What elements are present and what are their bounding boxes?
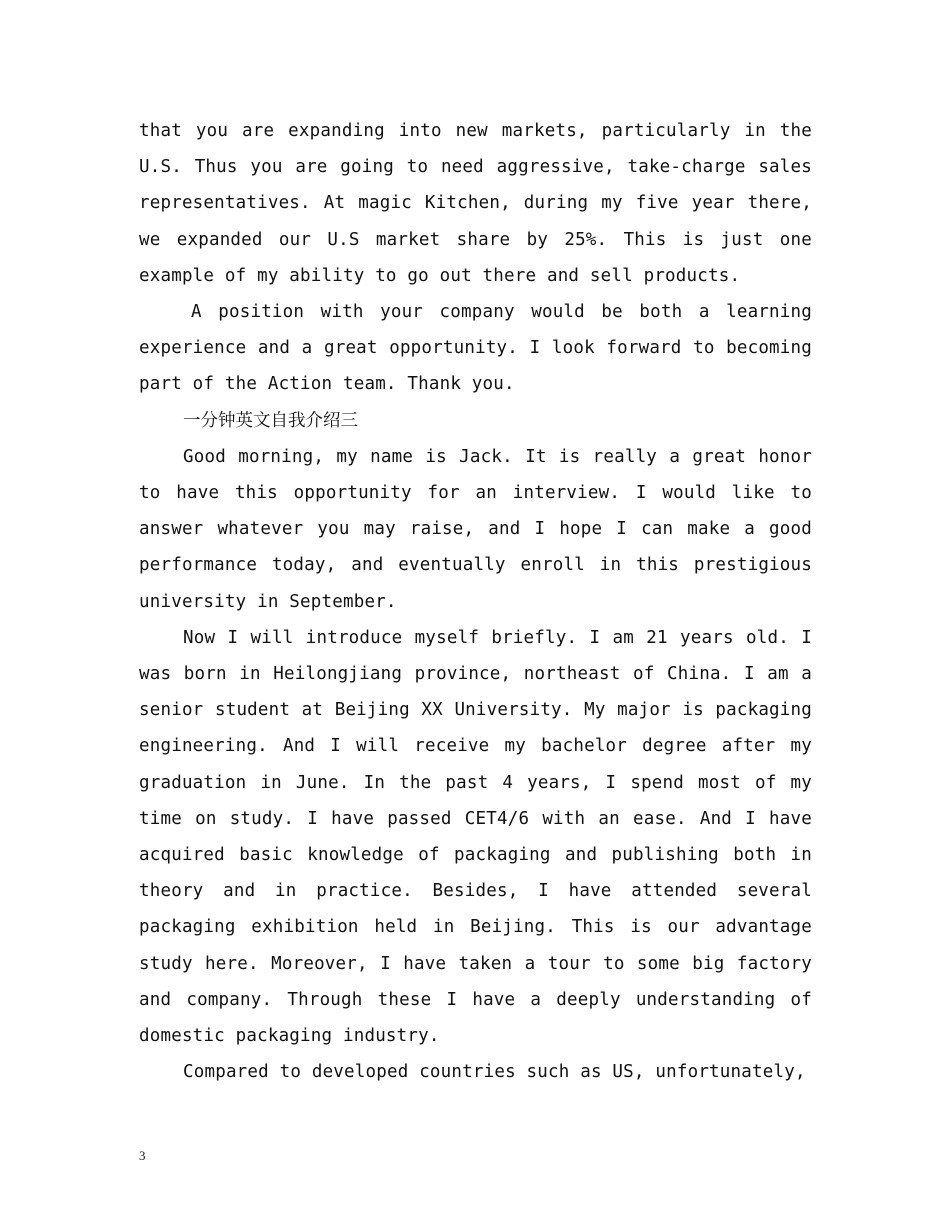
page-number: 3 [139, 1148, 146, 1163]
paragraph-comparison: Compared to developed countries such as US, unfortunately, [183, 1062, 806, 1083]
page-body [139, 113, 812, 1090]
paragraph-introduction: Now I will introduce myself briefly. I am 21 years old. I was born in Heilongjiang province, northeast of China. I am a senior student at Beijing XX University. My major is packaging engineering. And I will receive my bachelor degree after my graduation in June. In the past 4 years, I spend most of my time on study. I have passed CET4/6 with an ease. And I have acquired basic knowledge of packaging and publishing both in theory and in practice. Besides, I have attended several packaging exhibition held in Beijing. This is our advantage study here. Moreover, I have taken a tour to some big factory and company. Through these I have a deeply understanding of domestic packaging industry. [139, 627, 812, 1047]
section-heading: 一分钟英文自我介绍三 [183, 410, 358, 431]
paragraph-greeting: Good morning, my name is Jack. It is really a great honor to have this opportunity for an interview. I would like to answer whatever you may raise, and I hope I can make a good performance today, and eventually enroll in this prestigious university in September. [139, 446, 812, 612]
paragraph-closing: A position with your company would be both a learning experience and a great opportunity. I look forward to becoming part of the Action team. Thank you. [139, 302, 812, 395]
paragraph-market-expansion: that you are expanding into new markets, particularly in the U.S. Thus you are going to need aggressive, take-charge sales representatives. At magic Kitchen, during my five year there, we expanded our U.S market share by 25%. This is just one example of my ability to go out there and sell products. [139, 121, 812, 286]
